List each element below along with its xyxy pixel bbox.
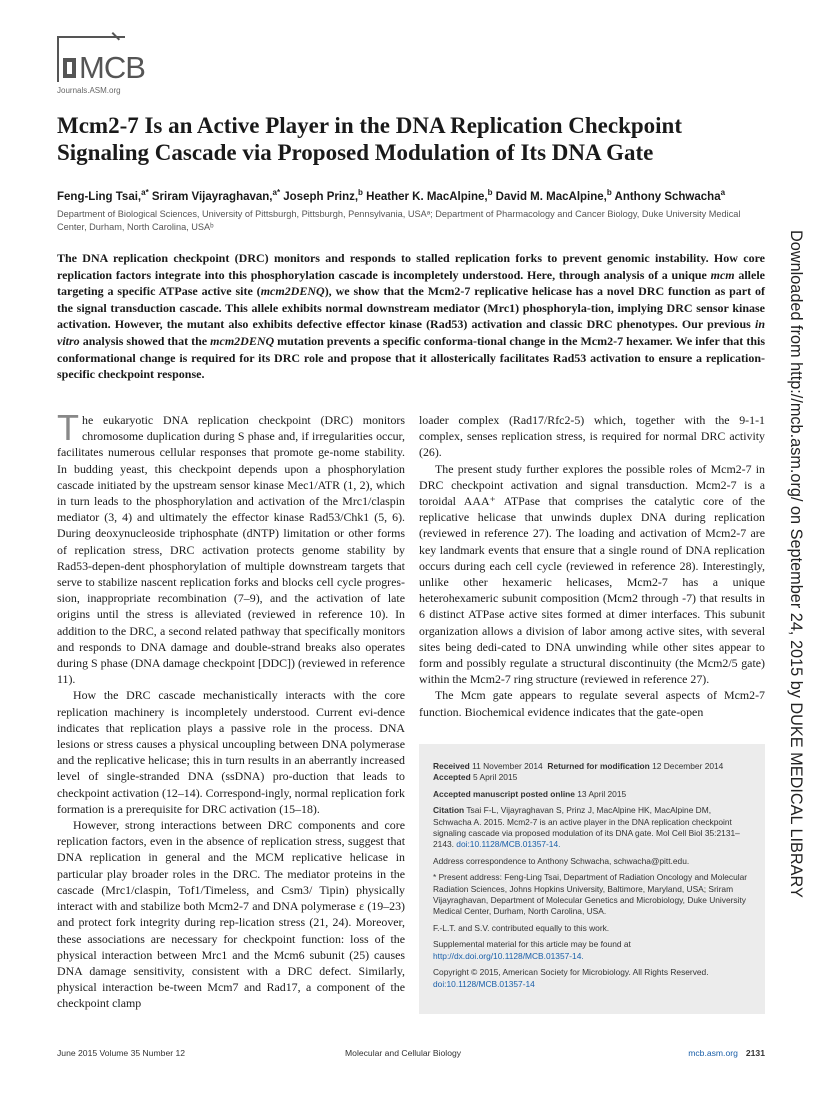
article-info-box (419, 744, 765, 1014)
present-address: * Present address: Feng-Ling Tsai, Department of Radiation Oncology and Molecular Radiation Sciences, Johns Hopkins University, Baltimore, Maryland, USA; Sriram Vijayraghavan, Department of Molecular Genetics and Microbiology, Duke University Medical Center, Durham, North Carolina, USA. (433, 872, 748, 917)
author-sup: a* (272, 188, 281, 197)
footer-right (688, 1048, 765, 1058)
article-title: Mcm2-7 Is an Active Player in the DNA Replication Checkpoint Signaling Cascade via Proposed Modulation of Its DNA Gate (57, 113, 683, 165)
author: David M. MacAlpine, (495, 190, 607, 203)
paragraph: How the DRC cascade mechanistically interacts with the core replication machinery is incompletely understood. Current evi-dence indicates that replication plays a passive role in the process. DNA lesions or stress causes a physical uncoupling between DNA polymerase and the replicative helicase; this in turn results in an aberrantly increased level of single-stranded DNA (ssDNA) pro-duction that leads to checkpoint activation (12–14). Correspond-ingly, normal replication fork formation is a prerequisite for DRC activation (15–18). (57, 688, 405, 816)
download-notice: Downloaded from http://mcb.asm.org/ on September 24, 2015 by DUKE MEDICAL LIBRARY (787, 230, 805, 898)
author-sup: b (606, 188, 612, 197)
affiliations: Department of Biological Sciences, University of Pittsburgh, Pittsburgh, Pennsylvania, USAᵃ; Department of Pharmacology and Cancer Biology, Duke University Medical Center, Durham, North Carolina, USAᵇ (57, 209, 741, 232)
journal-logo (57, 36, 157, 96)
issue-info: June 2015 Volume 35 Number 12 (57, 1048, 186, 1058)
author-sup: b (487, 188, 493, 197)
author: Anthony Schwacha (614, 190, 721, 203)
author-list (57, 188, 777, 203)
page-number: 2131 (745, 1048, 765, 1058)
drop-cap: T (57, 407, 79, 448)
site-link[interactable]: mcb.asm.org (688, 1048, 738, 1058)
logo-url: Journals.ASM.org (57, 86, 121, 95)
author-sup: a (720, 188, 726, 197)
abstract: The DNA replication checkpoint (DRC) monitors and responds to stalled replication forks to prevent genomic instability. How core replication factors integrate into this phosphorylation cascade is incompletely understood. Here, through analysis of a unique mcm allele targeting a specific ATPase active site (mcm2DENQ), we show that the Mcm2-7 replicative helicase has a novel DRC function as part of the signal transduction cascade. This allele exhibits normal downstream mediator (Mrc1) phosphoryla-tion, implying DRC sensor kinase activation. However, the mutant also exhibits defective effector kinase (Rad53) activation and classic DRC phenotypes. Our previous in vitro analysis showed that the mcm2DENQ mutation prevents a specific conforma-tional change in the Mcm2-7 hexamer. We infer that this conformational change is required for its DRC role and propose that it allosterically facilitates Rad53 activation to ensure a replication-specific checkpoint response. (57, 251, 766, 382)
supplemental: Supplemental material for this article may be found at http://dx.doi.org/10.1128/MCB.01357-14. (433, 939, 631, 961)
paragraph: The Mcm gate appears to regulate several aspects of Mcm2-7 function. Biochemical evidence indicates that the gate-open (419, 688, 765, 719)
author: Heather K. MacAlpine, (366, 190, 488, 203)
body-column-left (57, 407, 405, 1012)
author: Joseph Prinz, (283, 190, 359, 203)
equal-contribution: F.-L.T. and S.V. contributed equally to this work. (433, 922, 610, 933)
online-line: Accepted manuscript posted online 13 April 2015 (433, 788, 627, 799)
citation: Citation Tsai F-L, Vijayraghavan S, Prinz J, MacAlpine HK, MacAlpine DM, Schwacha A. 2015. Mcm2-7 is an active player in the DNA replication checkpoint signaling cascade via proposed modulation of its DNA gate. Mol Cell Biol 35:2131–2143. doi:10.1128/MCB.01357-14. (433, 805, 740, 850)
paragraph: loader complex (Rad17/Rfc2-5) which, together with the 9-1-1 complex, senses replication stress, is required for normal DRC activity (26). (419, 413, 765, 460)
copyright: Copyright © 2015, American Society for Microbiology. All Rights Reserved. doi:10.1128/MCB.01357-14 (433, 967, 709, 989)
asm-logo-icon (63, 58, 76, 78)
logo-text: MCB (79, 50, 145, 85)
doi-link[interactable]: doi:10.1128/MCB.01357-14 (433, 978, 535, 989)
citation-doi-link[interactable]: doi:10.1128/MCB.01357-14. (456, 839, 561, 850)
correspondence: Address correspondence to Anthony Schwacha, schwacha@pitt.edu. (433, 855, 690, 866)
body-column-right (419, 412, 765, 720)
author-sup: b (358, 188, 363, 197)
download-sidebar (770, 230, 820, 898)
journal-name: Molecular and Cellular Biology (345, 1048, 462, 1058)
received-line: Received 11 November 2014 Returned for modification 12 December 2014 Accepted 5 April 2015 (433, 761, 724, 783)
paragraph: The eukaryotic DNA replication checkpoint (DRC) monitors chromosome duplication during S phase and, if irregularities occur, facilitates numerous cellular responses that promote ge-nome stability. In budding yeast, this checkpoint depends upon a phosphorylation cascade initiated by the upstream sensor kinase Mec1/ATR (1, 2), which in turn leads to the phosphorylation and activation of the Mrc1/claspin mediator (3, 4) and ultimately the effector kinase Rad53/Chk1 (5, 6). During deoxynucleoside triphosphate (dNTP) limitation or other forms of replication stress, DRC activation protects genome stability by Rad53-depen-dent phosphorylation of multiple downstream targets that serve to stabilize nascent replication forks and blocks cell cycle progres-sion, inappropriate recombination (7–9), and the activation of late origins until the stress is alleviated (reviewed in reference 10). In addition to the DRC, a second related pathway that specifically monitors and responds to DNA damage and double-strand breaks also operates during S phase (DNA damage checkpoint [DDC]) (reviewed in reference 11). (57, 407, 405, 687)
author-sup: a* (141, 188, 149, 197)
supplemental-link[interactable]: http://dx.doi.org/10.1128/MCB.01357-14. (433, 950, 584, 961)
paragraph: However, strong interactions between DRC components and core replication factors, even in the absence of replication stress, suggest that DNA replication in general and the MCM replicative helicase in particular play broader roles in the DRC. The mediator proteins in the cascade (Mrc1/claspin, Tof1/Timeless, and Csm3/ Tipin) physically interact with and stabilize both Mcm2-7 and DNA polymerase ε (19–23) and protect fork integrity during rep-lication stress (21, 24). Moreover, these associations are necessary for checkpoint function: loss of the physical interaction between Mrc1 and the Mcm6 subunit (25) causes DNA damage sensitivity, consistent with a DRC defect. Similarly, physical interaction be-tween Mcm7 and Rad17, a component of the checkpoint clamp (57, 818, 405, 1011)
author: Sriram Vijayraghavan, (151, 190, 273, 203)
author: Feng-Ling Tsai, (57, 190, 142, 203)
paragraph: The present study further explores the possible roles of Mcm2-7 in DRC checkpoint activation and signal transduction. Mcm2-7 is a toroidal AAA⁺ ATPase that comprises the catalytic core of the replicative helicase that unwinds duplex DNA during replication (reviewed in reference 27). The loading and activation of Mcm2-7 are key landmark events that ensure that a single round of DNA replication occurs during each cell cycle (reviewed in reference 28). Interestingly, unlike other hexameric helicases, Mcm2-7 has a unique heterohexameric subunit composition (Mcm2 through -7) that results in 6 distinct ATPase active sites formed at dimer interfaces. This subunit organization allows a division of labor among active sites, with several sites being dedi-cated to DNA unwinding while other sites appear to form and possibly regulate a structural discontinuity (the Mcm2/5 gate) within the Mcm2-7 ring structure (reviewed in reference 27). (419, 461, 765, 687)
